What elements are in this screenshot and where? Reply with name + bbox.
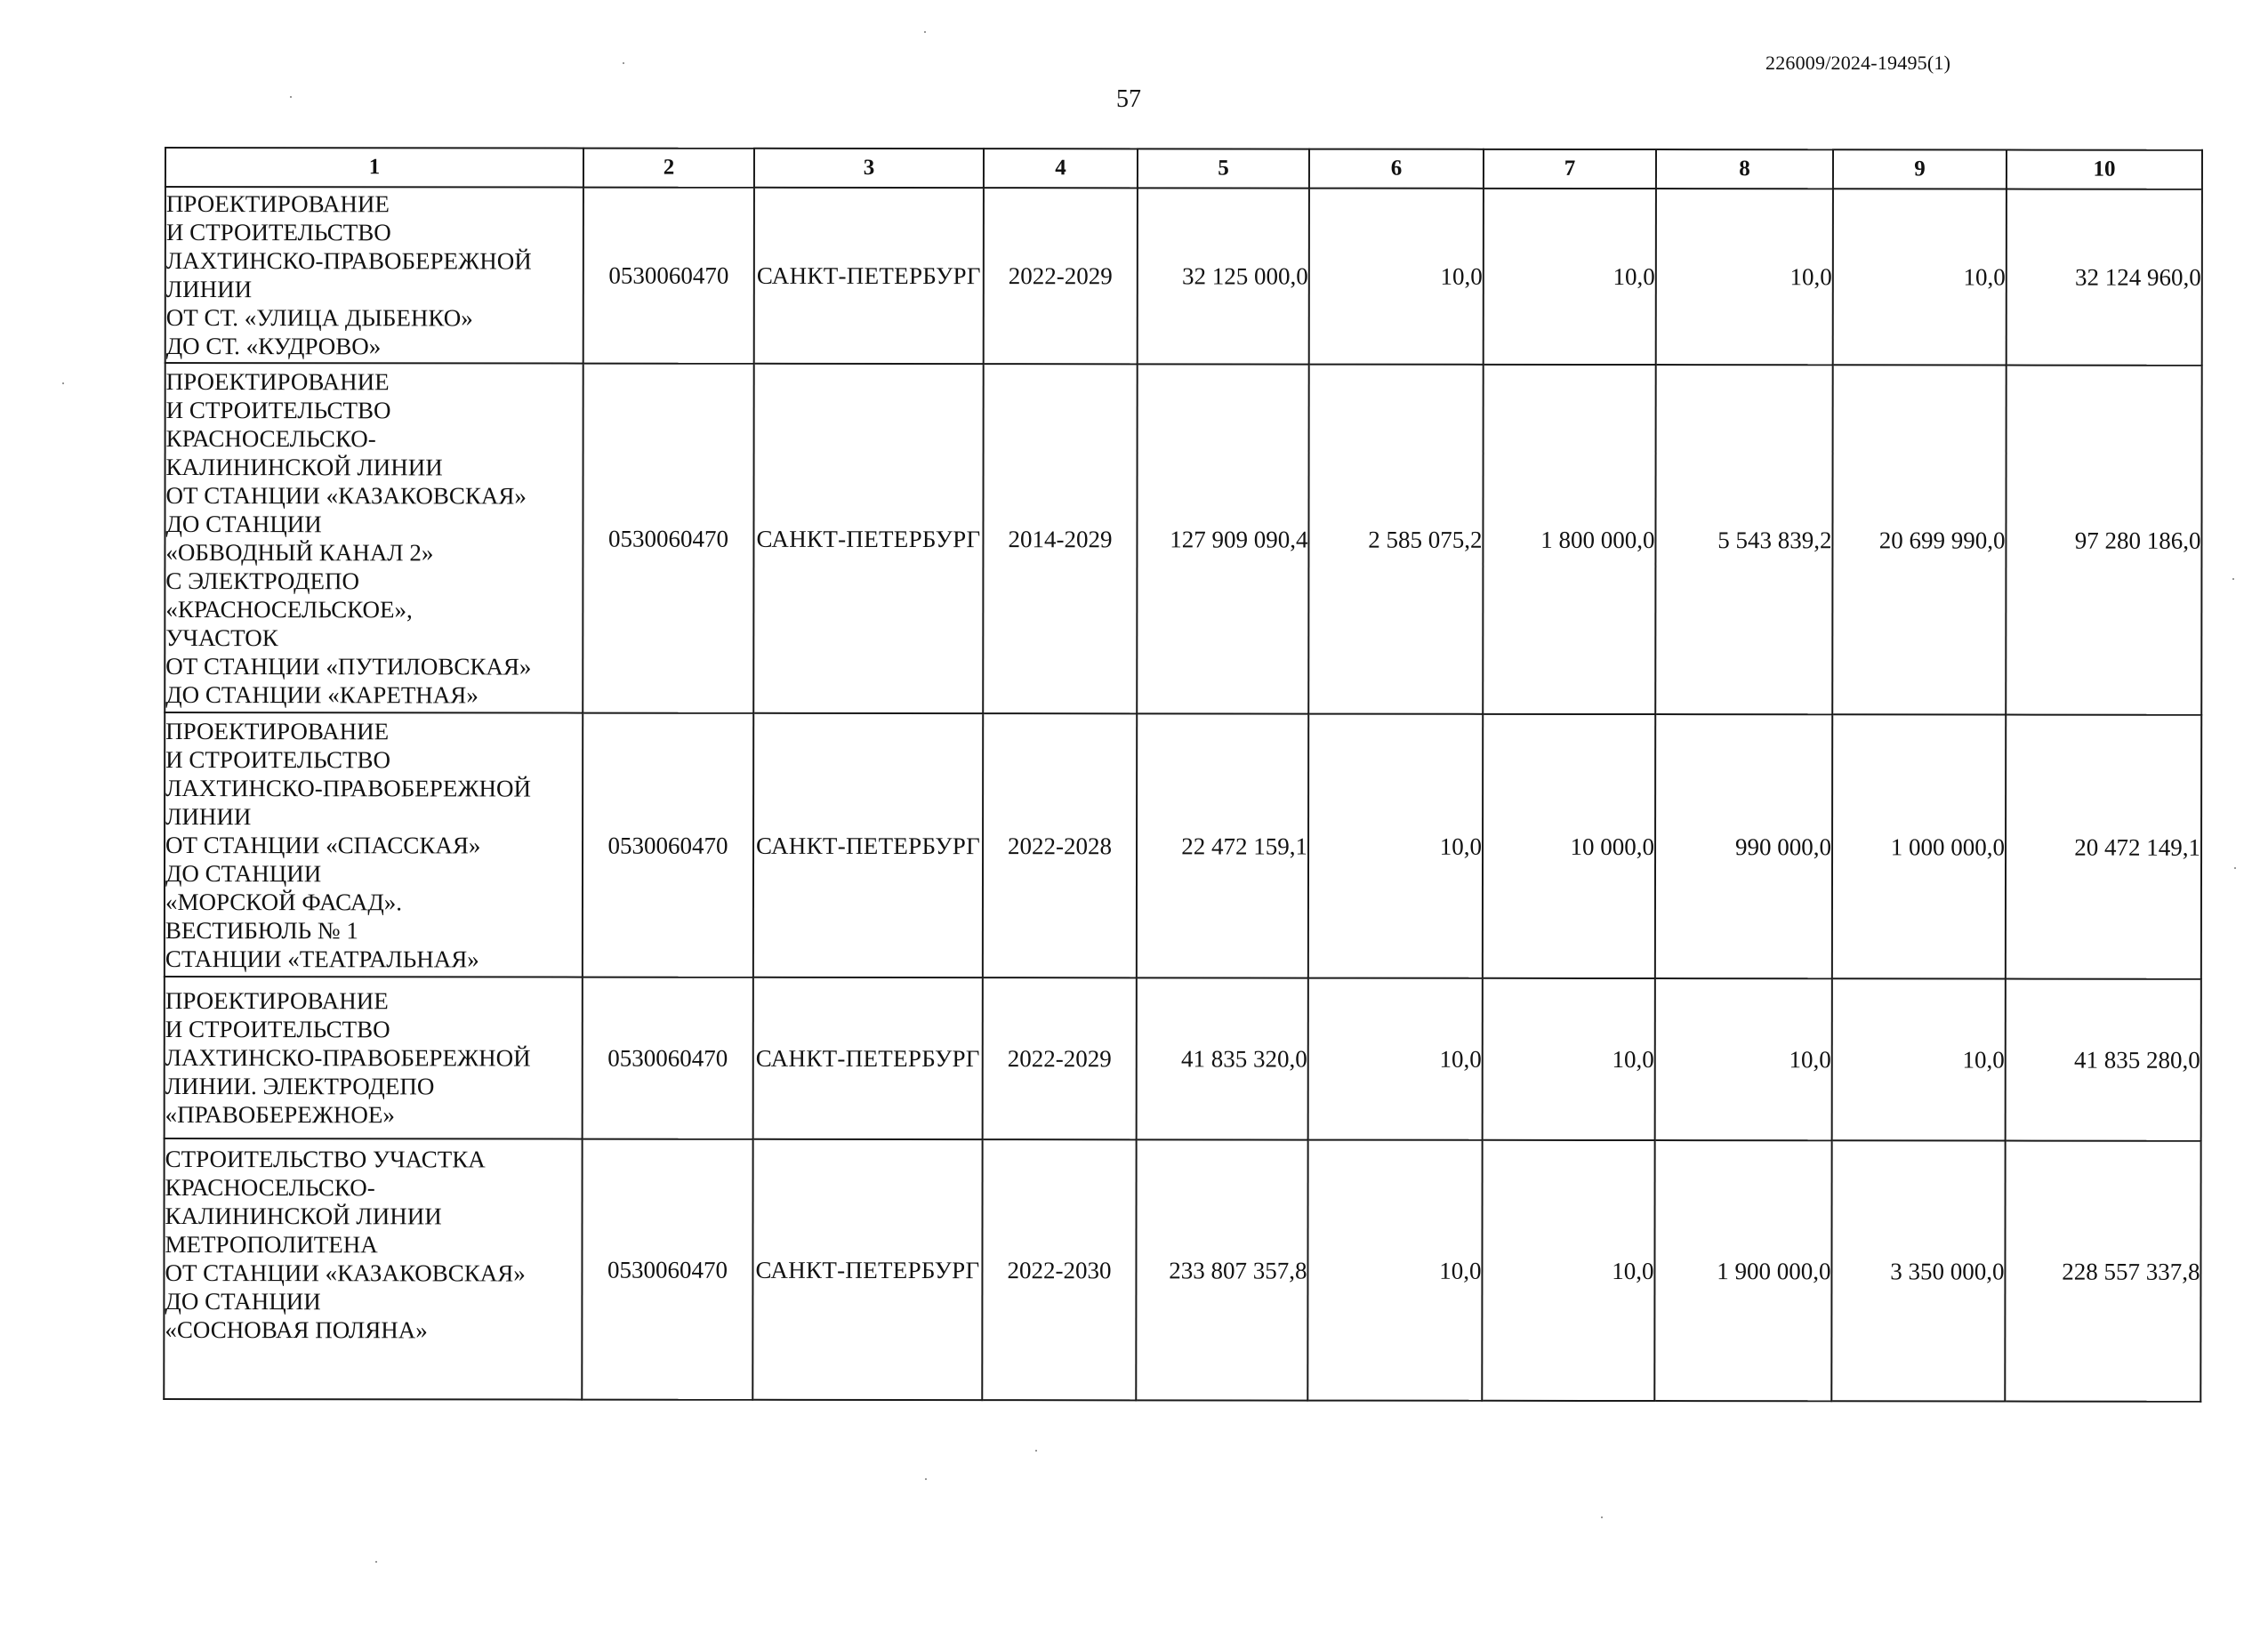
value-cell-7: 1 800 000,0 bbox=[1483, 365, 1655, 714]
value-cell-8: 1 900 000,0 bbox=[1654, 1140, 1831, 1401]
region-cell: САНКТ-ПЕТЕРБУРГ bbox=[753, 713, 983, 977]
budget-code-cell: 0530060470 bbox=[582, 1139, 752, 1400]
document-registration-number: 226009/2024-19495(1) bbox=[1765, 52, 1951, 74]
value-cell-5: 22 472 159,1 bbox=[1137, 713, 1308, 977]
table-header-row bbox=[165, 148, 2202, 189]
value-cell-7: 10 000,0 bbox=[1483, 714, 1655, 978]
value-cell-9: 10,0 bbox=[1833, 189, 2007, 365]
period-cell: 2022-2029 bbox=[983, 977, 1137, 1139]
project-name-cell: ПРОЕКТИРОВАНИЕ И СТРОИТЕЛЬСТВО ЛАХТИНСКО-ПРАВОБЕРЕЖНОЙ ЛИНИИ ОТ СТ. «УЛИЦА ДЫБЕНКО» ДО СТ. «КУДРОВО» bbox=[165, 187, 583, 364]
value-cell-6: 10,0 bbox=[1309, 189, 1484, 365]
value-cell-8: 5 543 839,2 bbox=[1655, 365, 1832, 714]
column-header-7: 7 bbox=[1484, 149, 1656, 189]
value-cell-10: 32 124 960,0 bbox=[2007, 189, 2202, 366]
project-name-cell: ПРОЕКТИРОВАНИЕ И СТРОИТЕЛЬСТВО КРАСНОСЕЛЬСКО- КАЛИНИНСКОЙ ЛИНИИ ОТ СТАНЦИИ «КАЗАКОВСКАЯ» ДО СТАНЦИИ «ОБВОДНЫЙ КАНАЛ 2» С ЭЛЕКТРОДЕПО «КРАСНОСЕЛЬСКОЕ», УЧАСТОК ОТ СТАНЦИИ «ПУТИЛОВСКАЯ» ДО СТАНЦИИ «КАРЕТНАЯ» bbox=[165, 363, 583, 713]
value-cell-8: 10,0 bbox=[1655, 978, 1832, 1140]
value-cell-6: 10,0 bbox=[1307, 1140, 1482, 1401]
scan-speck bbox=[2232, 578, 2234, 580]
value-cell-9: 20 699 990,0 bbox=[1832, 365, 2006, 714]
column-header-6: 6 bbox=[1309, 149, 1484, 189]
table-row bbox=[165, 363, 2201, 715]
value-cell-10: 228 557 337,8 bbox=[2005, 1141, 2200, 1402]
value-cell-8: 10,0 bbox=[1656, 189, 1833, 365]
region-cell: САНКТ-ПЕТЕРБУРГ bbox=[753, 977, 983, 1139]
value-cell-7: 10,0 bbox=[1483, 978, 1655, 1140]
budget-code-cell: 0530060470 bbox=[583, 713, 753, 977]
value-cell-8: 990 000,0 bbox=[1655, 714, 1832, 978]
budget-table bbox=[163, 147, 2203, 1403]
value-cell-5: 233 807 357,8 bbox=[1136, 1139, 1307, 1400]
value-cell-9: 3 350 000,0 bbox=[1831, 1140, 2005, 1401]
column-header-10: 10 bbox=[2007, 150, 2202, 189]
value-cell-7: 10,0 bbox=[1484, 189, 1656, 365]
value-cell-6: 10,0 bbox=[1308, 714, 1483, 978]
column-header-3: 3 bbox=[754, 149, 984, 188]
value-cell-10: 20 472 149,1 bbox=[2006, 715, 2201, 979]
scan-speck bbox=[2234, 867, 2236, 869]
project-name-cell: ПРОЕКТИРОВАНИЕ И СТРОИТЕЛЬСТВО ЛАХТИНСКО-ПРАВОБЕРЕЖНОЙ ЛИНИИ. ЭЛЕКТРОДЕПО «ПРАВОБЕРЕЖНОЕ» bbox=[165, 977, 583, 1139]
column-header-8: 8 bbox=[1656, 149, 1833, 189]
scan-speck bbox=[375, 1561, 377, 1563]
period-cell: 2022-2030 bbox=[982, 1139, 1136, 1400]
page-number: 57 bbox=[1116, 85, 1141, 113]
budget-code-cell: 0530060470 bbox=[583, 977, 753, 1139]
scan-speck bbox=[925, 1478, 927, 1480]
region-cell: САНКТ-ПЕТЕРБУРГ bbox=[752, 1139, 982, 1400]
value-cell-5: 32 125 000,0 bbox=[1138, 188, 1309, 364]
scan-speck bbox=[290, 96, 292, 98]
table-row bbox=[165, 977, 2201, 1141]
value-cell-5: 41 835 320,0 bbox=[1137, 977, 1308, 1139]
project-name-cell: СТРОИТЕЛЬСТВО УЧАСТКА КРАСНОСЕЛЬСКО- КАЛИНИНСКОЙ ЛИНИИ МЕТРОПОЛИТЕНА ОТ СТАНЦИИ «КАЗАКОВСКАЯ» ДО СТАНЦИИ «СОСНОВАЯ ПОЛЯНА» bbox=[164, 1138, 582, 1400]
table-row bbox=[165, 712, 2201, 979]
value-cell-6: 2 585 075,2 bbox=[1308, 365, 1483, 714]
region-cell: САНКТ-ПЕТЕРБУРГ bbox=[753, 364, 983, 713]
scan-speck bbox=[924, 31, 926, 33]
value-cell-10: 97 280 186,0 bbox=[2006, 366, 2201, 715]
period-cell: 2014-2029 bbox=[983, 364, 1137, 713]
budget-code-cell: 0530060470 bbox=[583, 364, 753, 713]
value-cell-5: 127 909 090,4 bbox=[1137, 364, 1308, 713]
period-cell: 2022-2029 bbox=[984, 188, 1138, 364]
project-name-cell: ПРОЕКТИРОВАНИЕ И СТРОИТЕЛЬСТВО ЛАХТИНСКО-ПРАВОБЕРЕЖНОЙ ЛИНИИ ОТ СТАНЦИИ «СПАССКАЯ» ДО СТАНЦИИ «МОРСКОЙ ФАСАД». ВЕСТИБЮЛЬ № 1 СТАНЦИИ «ТЕАТРАЛЬНАЯ» bbox=[165, 712, 583, 977]
value-cell-7: 10,0 bbox=[1482, 1140, 1654, 1401]
value-cell-9: 1 000 000,0 bbox=[1832, 714, 2006, 978]
scan-speck bbox=[1601, 1516, 1603, 1518]
scan-speck bbox=[623, 62, 624, 64]
column-header-2: 2 bbox=[583, 149, 754, 188]
table-row bbox=[165, 187, 2202, 366]
scan-speck bbox=[1035, 1450, 1037, 1452]
column-header-9: 9 bbox=[1833, 149, 2007, 189]
column-header-5: 5 bbox=[1138, 149, 1309, 188]
column-header-1: 1 bbox=[165, 148, 583, 188]
value-cell-9: 10,0 bbox=[1832, 978, 2006, 1140]
region-cell: САНКТ-ПЕТЕРБУРГ bbox=[754, 188, 984, 364]
column-header-4: 4 bbox=[984, 149, 1138, 188]
period-cell: 2022-2028 bbox=[983, 713, 1137, 977]
table-row bbox=[164, 1138, 2200, 1402]
budget-code-cell: 0530060470 bbox=[583, 188, 754, 364]
scan-speck bbox=[62, 382, 64, 384]
value-cell-10: 41 835 280,0 bbox=[2006, 979, 2201, 1141]
value-cell-6: 10,0 bbox=[1308, 978, 1483, 1140]
